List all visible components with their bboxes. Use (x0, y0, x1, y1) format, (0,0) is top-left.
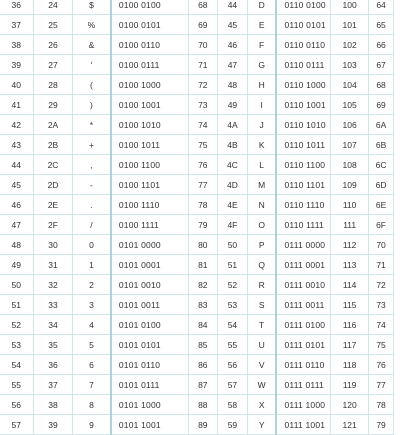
binary-cell: 0101 1000 (111, 395, 188, 415)
decimal-cell: 42 (0, 115, 33, 135)
hex-cell: 6F (369, 215, 394, 235)
char-cell: P (247, 235, 276, 255)
hex-cell: 74 (369, 315, 394, 335)
decimal-cell: 102 (331, 35, 369, 55)
decimal-cell: 82 (188, 275, 217, 295)
binary-cell: 0101 0100 (111, 315, 188, 335)
char-cell: * (73, 115, 111, 135)
binary-cell: 0110 1100 (276, 155, 330, 175)
decimal-cell: 116 (331, 315, 369, 335)
table-row (0, 35, 394, 55)
decimal-cell: 83 (188, 295, 217, 315)
decimal-cell: 48 (0, 235, 33, 255)
decimal-cell: 84 (188, 315, 217, 335)
hex-cell: 6D (369, 175, 394, 195)
binary-cell: 0110 1001 (276, 95, 330, 115)
char-cell: T (247, 315, 276, 335)
binary-cell: 0111 0111 (276, 375, 330, 395)
hex-cell: 31 (33, 255, 72, 275)
binary-cell: 0101 0000 (111, 235, 188, 255)
decimal-cell: 44 (0, 155, 33, 175)
table-row (0, 355, 394, 375)
hex-cell: 78 (369, 395, 394, 415)
table-row (0, 155, 394, 175)
hex-cell: 68 (369, 75, 394, 95)
table-row (0, 75, 394, 95)
decimal-cell: 107 (331, 135, 369, 155)
binary-cell: 0101 0111 (111, 375, 188, 395)
hex-cell: 64 (369, 0, 394, 15)
char-cell: . (73, 195, 111, 215)
binary-cell: 0111 0110 (276, 355, 330, 375)
decimal-cell: 85 (188, 335, 217, 355)
binary-cell: 0110 1111 (276, 215, 330, 235)
hex-cell: 32 (33, 275, 72, 295)
decimal-cell: 89 (188, 415, 217, 435)
decimal-cell: 51 (0, 295, 33, 315)
hex-cell: 35 (33, 335, 72, 355)
binary-cell: 0111 0001 (276, 255, 330, 275)
hex-cell: 6A (369, 115, 394, 135)
char-cell: 5 (73, 335, 111, 355)
table-row (0, 55, 394, 75)
hex-cell: 2C (33, 155, 72, 175)
decimal-cell: 79 (188, 215, 217, 235)
decimal-cell: 117 (331, 335, 369, 355)
binary-cell: 0111 1001 (276, 415, 330, 435)
hex-cell: 71 (369, 255, 394, 275)
table-row (0, 135, 394, 155)
char-cell: M (247, 175, 276, 195)
char-cell: Q (247, 255, 276, 275)
decimal-cell: 41 (0, 95, 33, 115)
hex-cell: 6E (369, 195, 394, 215)
decimal-cell: 106 (331, 115, 369, 135)
char-cell: W (247, 375, 276, 395)
char-cell: S (247, 295, 276, 315)
binary-cell: 0111 0101 (276, 335, 330, 355)
char-cell: F (247, 35, 276, 55)
binary-cell: 0100 1001 (111, 95, 188, 115)
hex-cell: 4E (218, 195, 248, 215)
char-cell: 7 (73, 375, 111, 395)
decimal-cell: 105 (331, 95, 369, 115)
binary-cell: 0111 0100 (276, 315, 330, 335)
hex-cell: 69 (369, 95, 394, 115)
decimal-cell: 108 (331, 155, 369, 175)
table-row (0, 95, 394, 115)
binary-cell: 0110 1101 (276, 175, 330, 195)
decimal-cell: 71 (188, 55, 217, 75)
decimal-cell: 109 (331, 175, 369, 195)
binary-cell: 0101 0101 (111, 335, 188, 355)
char-cell: 0 (73, 235, 111, 255)
hex-cell: 49 (218, 95, 248, 115)
hex-cell: 52 (218, 275, 248, 295)
char-cell: 3 (73, 295, 111, 315)
decimal-cell: 50 (0, 275, 33, 295)
hex-cell: 6C (369, 155, 394, 175)
char-cell: ) (73, 95, 111, 115)
decimal-cell: 40 (0, 75, 33, 95)
hex-cell: 25 (33, 15, 72, 35)
binary-cell: 0100 1000 (111, 75, 188, 95)
decimal-cell: 101 (331, 15, 369, 35)
decimal-cell: 39 (0, 55, 33, 75)
hex-cell: 46 (218, 35, 248, 55)
table-row (0, 235, 394, 255)
decimal-cell: 74 (188, 115, 217, 135)
hex-cell: 26 (33, 35, 72, 55)
hex-cell: 45 (218, 15, 248, 35)
decimal-cell: 37 (0, 15, 33, 35)
binary-cell: 0100 1110 (111, 195, 188, 215)
hex-cell: 77 (369, 375, 394, 395)
decimal-cell: 100 (331, 0, 369, 15)
hex-cell: 37 (33, 375, 72, 395)
char-cell: I (247, 95, 276, 115)
decimal-cell: 52 (0, 315, 33, 335)
hex-cell: 4A (218, 115, 248, 135)
hex-cell: 58 (218, 395, 248, 415)
hex-cell: 33 (33, 295, 72, 315)
decimal-cell: 104 (331, 75, 369, 95)
decimal-cell: 43 (0, 135, 33, 155)
hex-cell: 2F (33, 215, 72, 235)
table-row (0, 335, 394, 355)
binary-cell: 0100 1111 (111, 215, 188, 235)
decimal-cell: 55 (0, 375, 33, 395)
decimal-cell: 36 (0, 0, 33, 15)
char-cell: / (73, 215, 111, 235)
char-cell: & (73, 35, 111, 55)
char-cell: 8 (73, 395, 111, 415)
hex-cell: 66 (369, 35, 394, 55)
hex-cell: 76 (369, 355, 394, 375)
hex-cell: 2A (33, 115, 72, 135)
table-row (0, 175, 394, 195)
binary-cell: 0101 0011 (111, 295, 188, 315)
table-row (0, 375, 394, 395)
table-row (0, 0, 394, 15)
binary-cell: 0111 0011 (276, 295, 330, 315)
decimal-cell: 72 (188, 75, 217, 95)
hex-cell: 55 (218, 335, 248, 355)
binary-cell: 0100 0111 (111, 55, 188, 75)
binary-cell: 0101 0010 (111, 275, 188, 295)
decimal-cell: 47 (0, 215, 33, 235)
hex-cell: 4D (218, 175, 248, 195)
hex-cell: 50 (218, 235, 248, 255)
hex-cell: 4F (218, 215, 248, 235)
decimal-cell: 120 (331, 395, 369, 415)
decimal-cell: 49 (0, 255, 33, 275)
char-cell: % (73, 15, 111, 35)
decimal-cell: 77 (188, 175, 217, 195)
decimal-cell: 88 (188, 395, 217, 415)
char-cell: ( (73, 75, 111, 95)
char-cell: 4 (73, 315, 111, 335)
char-cell: 9 (73, 415, 111, 435)
decimal-cell: 114 (331, 275, 369, 295)
hex-cell: 70 (369, 235, 394, 255)
decimal-cell: 111 (331, 215, 369, 235)
table-row (0, 415, 394, 435)
binary-cell: 0110 1110 (276, 195, 330, 215)
decimal-cell: 69 (188, 15, 217, 35)
binary-cell: 0110 0110 (276, 35, 330, 55)
hex-cell: 48 (218, 75, 248, 95)
char-cell: D (247, 0, 276, 15)
char-cell: E (247, 15, 276, 35)
decimal-cell: 87 (188, 375, 217, 395)
binary-cell: 0111 1000 (276, 395, 330, 415)
hex-cell: 72 (369, 275, 394, 295)
binary-cell: 0101 0110 (111, 355, 188, 375)
char-cell: 6 (73, 355, 111, 375)
hex-cell: 67 (369, 55, 394, 75)
hex-cell: 4B (218, 135, 248, 155)
decimal-cell: 75 (188, 135, 217, 155)
hex-cell: 29 (33, 95, 72, 115)
char-cell: N (247, 195, 276, 215)
decimal-cell: 110 (331, 195, 369, 215)
hex-cell: 44 (218, 0, 248, 15)
binary-cell: 0110 1000 (276, 75, 330, 95)
table-row (0, 315, 394, 335)
char-cell: + (73, 135, 111, 155)
decimal-cell: 115 (331, 295, 369, 315)
table-row (0, 275, 394, 295)
char-cell: U (247, 335, 276, 355)
decimal-cell: 73 (188, 95, 217, 115)
binary-cell: 0101 1001 (111, 415, 188, 435)
decimal-cell: 56 (0, 395, 33, 415)
binary-cell: 0100 0110 (111, 35, 188, 55)
hex-cell: 34 (33, 315, 72, 335)
decimal-cell: 76 (188, 155, 217, 175)
decimal-cell: 46 (0, 195, 33, 215)
decimal-cell: 45 (0, 175, 33, 195)
table-row (0, 215, 394, 235)
hex-cell: 56 (218, 355, 248, 375)
hex-cell: 4C (218, 155, 248, 175)
decimal-cell: 54 (0, 355, 33, 375)
decimal-cell: 38 (0, 35, 33, 55)
table-row (0, 15, 394, 35)
hex-cell: 54 (218, 315, 248, 335)
hex-cell: 47 (218, 55, 248, 75)
char-cell: V (247, 355, 276, 375)
hex-cell: 75 (369, 335, 394, 355)
decimal-cell: 118 (331, 355, 369, 375)
hex-cell: 24 (33, 0, 72, 15)
binary-cell: 0100 1101 (111, 175, 188, 195)
hex-cell: 38 (33, 395, 72, 415)
decimal-cell: 53 (0, 335, 33, 355)
hex-cell: 30 (33, 235, 72, 255)
hex-cell: 59 (218, 415, 248, 435)
table-row (0, 395, 394, 415)
char-cell: Y (247, 415, 276, 435)
decimal-cell: 121 (331, 415, 369, 435)
binary-cell: 0111 0000 (276, 235, 330, 255)
decimal-cell: 68 (188, 0, 217, 15)
table-row (0, 115, 394, 135)
char-cell: R (247, 275, 276, 295)
hex-cell: 28 (33, 75, 72, 95)
char-cell: ' (73, 55, 111, 75)
char-cell: J (247, 115, 276, 135)
decimal-cell: 57 (0, 415, 33, 435)
decimal-cell: 70 (188, 35, 217, 55)
char-cell: 2 (73, 275, 111, 295)
decimal-cell: 113 (331, 255, 369, 275)
binary-cell: 0101 0001 (111, 255, 188, 275)
table-row (0, 255, 394, 275)
binary-cell: 0110 0100 (276, 0, 330, 15)
char-cell: H (247, 75, 276, 95)
hex-cell: 2D (33, 175, 72, 195)
char-cell: - (73, 175, 111, 195)
binary-cell: 0100 1011 (111, 135, 188, 155)
binary-cell: 0100 0101 (111, 15, 188, 35)
hex-cell: 6B (369, 135, 394, 155)
binary-cell: 0110 0111 (276, 55, 330, 75)
char-cell: K (247, 135, 276, 155)
hex-cell: 36 (33, 355, 72, 375)
decimal-cell: 86 (188, 355, 217, 375)
binary-cell: 0110 1011 (276, 135, 330, 155)
hex-cell: 27 (33, 55, 72, 75)
hex-cell: 57 (218, 375, 248, 395)
hex-cell: 79 (369, 415, 394, 435)
char-cell: , (73, 155, 111, 175)
hex-cell: 51 (218, 255, 248, 275)
binary-cell: 0100 1010 (111, 115, 188, 135)
decimal-cell: 119 (331, 375, 369, 395)
binary-cell: 0111 0010 (276, 275, 330, 295)
char-cell: 1 (73, 255, 111, 275)
char-cell: X (247, 395, 276, 415)
decimal-cell: 112 (331, 235, 369, 255)
hex-cell: 65 (369, 15, 394, 35)
hex-cell: 73 (369, 295, 394, 315)
char-cell: O (247, 215, 276, 235)
hex-cell: 2B (33, 135, 72, 155)
decimal-cell: 103 (331, 55, 369, 75)
decimal-cell: 81 (188, 255, 217, 275)
decimal-cell: 78 (188, 195, 217, 215)
binary-cell: 0110 1010 (276, 115, 330, 135)
hex-cell: 53 (218, 295, 248, 315)
char-cell: G (247, 55, 276, 75)
table-row (0, 195, 394, 215)
binary-cell: 0110 0101 (276, 15, 330, 35)
binary-cell: 0100 0100 (111, 0, 188, 15)
table-row (0, 295, 394, 315)
decimal-cell: 80 (188, 235, 217, 255)
char-cell: L (247, 155, 276, 175)
char-cell: $ (73, 0, 111, 15)
hex-cell: 39 (33, 415, 72, 435)
binary-cell: 0100 1100 (111, 155, 188, 175)
hex-cell: 2E (33, 195, 72, 215)
